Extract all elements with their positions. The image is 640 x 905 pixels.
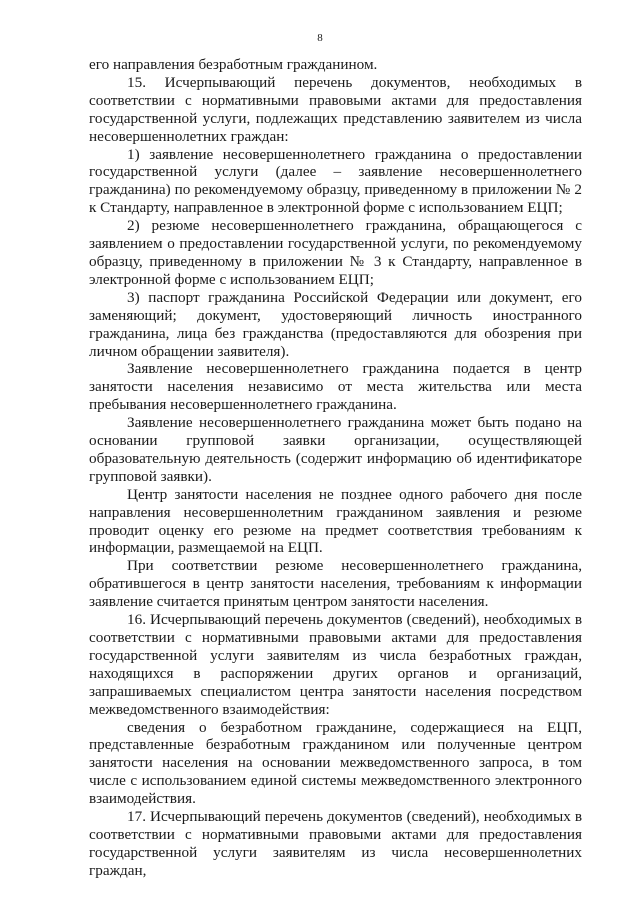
paragraph-clause-17: 17. Исчерпывающий перечень документов (сведений), необходимых в соответствии с нормативными правовыми актами для предоставления государственной услуги заявителям из числа несовершеннолетних граждан,	[89, 808, 582, 879]
paragraph-unemployed-info: сведения о безработном гражданине, содержащиеся на ЕЦП, представленные безработным гражданином или полученные центром занятости населения на основании межведомственного запроса, в том числе с использованием единой системы межведомственного электронного взаимодействия.	[89, 718, 582, 808]
paragraph-clause-16: 16. Исчерпывающий перечень документов (сведений), необходимых в соответствии с нормативными правовыми актами для предоставления государственной услуги заявителям из числа безработных граждан, находящихся в распоряжении других органов и организаций, запрашиваемых специалистом центра занятости населения посредством межведомственного взаимодействия:	[89, 611, 582, 718]
page-number: 8	[317, 32, 323, 44]
paragraph-resume-assessment: Центр занятости населения не позднее одного рабочего дня после направления несовершеннолетним гражданином заявления и резюме проводит оценку его резюме на предмет соответствия требованиям к информации, размещаемой на ЕЦП.	[89, 485, 582, 557]
document-body	[89, 56, 582, 880]
paragraph-item-2: 2) резюме несовершеннолетнего гражданина, обращающегося с заявлением о предоставлении государственной услуги, по рекомендуемому образцу, приведенному в приложении № 3 к Стандарту, направленное в электронной форме с использованием ЕЦП;	[89, 217, 582, 288]
paragraph-application-accepted: При соответствии резюме несовершеннолетнего гражданина, обратившегося в центр занятости населения, требованиям к информации заявление считается принятым центром занятости населения.	[89, 557, 582, 611]
paragraph-group-application: Заявление несовершеннолетнего гражданина может быть подано на основании групповой заявки организации, осуществляющей образовательную деятельность (содержит информацию об идентификаторе групповой заявки).	[89, 414, 582, 485]
paragraph-continuation: его направления безработным гражданином.	[89, 56, 378, 73]
paragraph-item-1: 1) заявление несовершеннолетнего гражданина о предоставлении государственной услуги (далее – заявление несовершеннолетнего гражданина) по рекомендуемому образцу, приведенному в приложении № 2 к Стандарту, направленное в электронной форме с использованием ЕЦП;	[89, 145, 582, 217]
paragraph-clause-15: 15. Исчерпывающий перечень документов, необходимых в соответствии с нормативными правовыми актами для предоставления государственной услуги, подлежащих представлению заявителем из числа несовершеннолетних граждан:	[89, 73, 582, 145]
paragraph-application-submission: Заявление несовершеннолетнего гражданина подается в центр занятости населения независимо от места жительства или места пребывания несовершеннолетнего гражданина.	[89, 360, 582, 414]
paragraph-item-3: 3) паспорт гражданина Российской Федерации или документ, его заменяющий; документ, удостоверяющий личность иностранного гражданина, лица без гражданства (предоставляются для обозрения при личном обращении заявителя).	[89, 288, 582, 360]
